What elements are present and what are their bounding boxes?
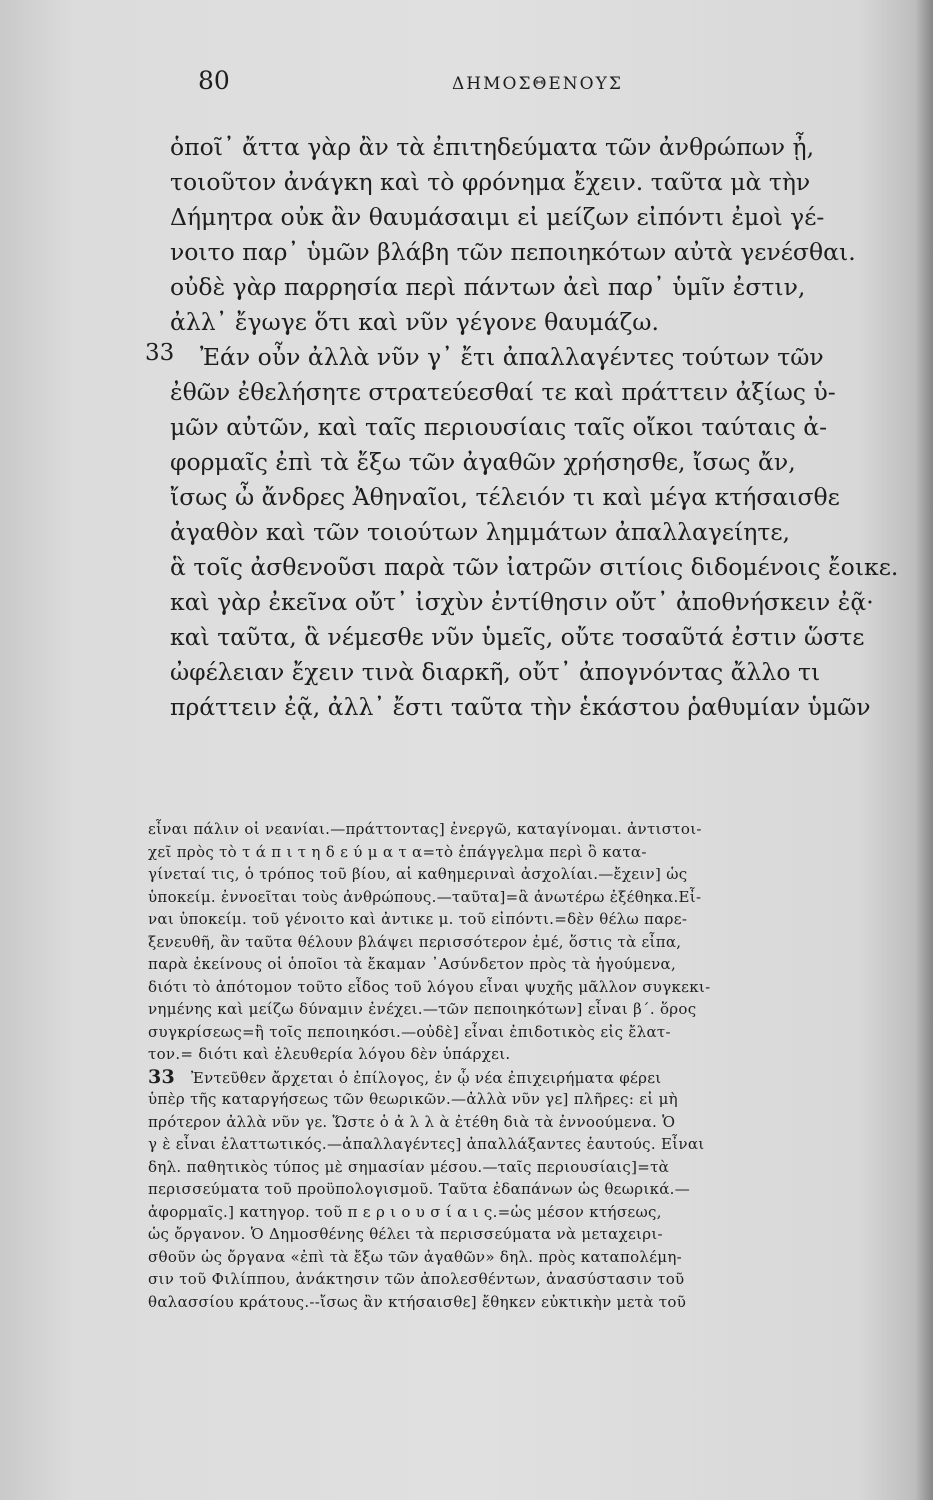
main-line: τοιοῦτον ἀνάγκη καὶ τὸ φρόνημα ἔχειν. ταῦτα μὰ τὴν <box>170 168 811 196</box>
note-line: εἶναι πάλιν οἱ νεανίαι.—πράττοντας] ἐνεργῶ, καταγίνομαι. ἀντιστοι- <box>148 820 702 838</box>
note-line: σθοῦν ὡς ὄργανα «ἐπὶ τὰ ἔξω τῶν ἀγαθῶν» δηλ. πρὸς καταπολέμη- <box>148 1247 683 1266</box>
main-text <box>145 130 915 725</box>
page-number: 80 <box>198 66 230 95</box>
note-line: ὑπὲρ τῆς καταργήσεως τῶν θεωρικῶν.—ἀλλὰ νῦν γε] πλῆρες: εἰ μὴ <box>148 1090 678 1108</box>
main-line: πράττειν ἐᾷ, ἀλλ᾽ ἔστι ταῦτα τὴν ἑκάστου ῥαθυμίαν ὑμῶν <box>170 693 871 721</box>
commentary-notes <box>148 818 893 1313</box>
section-number: 33 <box>145 340 175 366</box>
note-line: τον.= διότι καὶ ἐλευθερία λόγου δὲν ὑπάρχει. <box>148 1045 511 1063</box>
section-33-row <box>145 340 915 375</box>
note-line-text: Ἐντεῦθεν ἄρχεται ὁ ἐπίλογος, ἐν ᾧ νέα ἐπιχειρήματα φέρει <box>191 1068 662 1087</box>
note-line: γίνεταί τις, ὁ τρόπος τοῦ βίου, αἱ καθημεριναὶ ἀσχολίαι.—ἔχειν] ὡς <box>148 865 688 883</box>
note-line: ἀφορμαῖς.] κατηγορ. τοῦ π ε ρ ι ο υ σ ί α ι ς.=ὡς μέσον κτήσεως, <box>148 1202 662 1221</box>
main-line: ἐθῶν ἐθελήσητε στρατεύεσθαί τε καὶ πράττειν ἀξίως ὑ- <box>170 378 836 406</box>
note-line: ξενευθῆ, ἂν ταῦτα θέλουν βλάψει περισσότερον ἐμέ, ὅστις τὰ εἶπα, <box>148 932 682 951</box>
main-line: καὶ γὰρ ἐκεῖνα οὔτ᾽ ἰσχὺν ἐντίθησιν οὔτ᾽ ἀποθνήσκειν ἐᾷ· <box>170 588 874 616</box>
note-line: νημένης καὶ μείζω δύναμιν ἐνέχει.—τῶν πεποιηκότων] εἶναι β΄. ὅρος <box>148 1000 697 1018</box>
page-edge-shadow <box>915 0 933 1500</box>
note-line: χεῖ πρὸς τὸ τ ά π ι τ η δ ε ύ μ α τ α=τὸ ἐπάγγελμα περὶ ὃ κατα- <box>148 842 647 861</box>
note-line: συγκρίσεως=ἢ τοῖς πεποιηκόσι.—οὐδὲ] εἶναι ἐπιδοτικὸς εἰς ἔλατ- <box>148 1022 671 1041</box>
note-line: παρὰ ἐκείνους οἱ ὁποῖοι τὰ ἔκαμαν ᾽Ασύνδετον πρὸς τὰ ἡγούμενα, <box>148 955 677 973</box>
note-line: πρότερον ἀλλὰ νῦν γε. Ὥστε ὁ ἀ λ λ ὰ ἐτέθη διὰ τὰ ἐννοούμενα. Ὁ <box>148 1112 676 1131</box>
main-line: καὶ ταῦτα, ἃ νέμεσθε νῦν ὑμεῖς, οὔτε τοσαῦτά ἐστιν ὥστε <box>170 623 865 651</box>
note-section-number: 33 <box>148 1065 176 1088</box>
main-line: ὠφέλειαν ἔχειν τινὰ διαρκῆ, οὔτ᾽ ἀπογνόντας ἄλλο τι <box>170 658 821 686</box>
main-line: Ἐάν οὖν ἀλλὰ νῦν γ᾽ ἔτι ἀπαλλαγέντες τούτων τῶν <box>200 343 824 371</box>
main-line: οὐδὲ γὰρ παρρησία περὶ πάντων ἀεὶ παρ᾽ ὑμῖν ἐστιν, <box>170 273 806 301</box>
main-line: ἀλλ᾽ ἔγωγε ὅτι καὶ νῦν γέγονε θαυμάζω. <box>170 308 659 336</box>
main-line: μῶν αὐτῶν, καὶ ταῖς περιουσίαις ταῖς οἴκοι ταύταις ἀ- <box>170 413 828 441</box>
main-line: φορμαῖς ἐπὶ τὰ ἔξω τῶν ἀγαθῶν χρήσησθε, ἴσως ἄν, <box>170 448 796 476</box>
note-line: διότι τὸ ἀπότομον τοῦτο εἶδος τοῦ λόγου εἶναι ψυχῆς μᾶλλον συγκεκι- <box>148 977 711 996</box>
note-line: ναι ὑποκείμ. τοῦ γένοιτο καὶ ἀντικε μ. τοῦ εἰπόντι.=δὲν θέλω παρε- <box>148 910 688 928</box>
main-line: Δήμητρα οὐκ ἂν θαυμάσαιμι εἰ μείζων εἰπόντι ἐμοὶ γέ- <box>170 203 825 231</box>
note-line-section-33 <box>148 1066 893 1089</box>
note-line: δηλ. παθητικὸς τύπος μὲ σημασίαν μέσου.—ταῖς περιουσίαις]=τὰ <box>148 1157 670 1176</box>
main-line: ἀγαθὸν καὶ τῶν τοιούτων λημμάτων ἀπαλλαγείητε, <box>170 518 791 546</box>
running-head: ΔΗΜΟΣΘΕΝΟΥΣ <box>452 74 623 94</box>
note-line: ὡς ὄργανον. Ὁ Δημοσθένης θέλει τὰ περισσεύματα νὰ μεταχειρι- <box>148 1225 663 1243</box>
main-line: ὁποῖ᾽ ἄττα γὰρ ἂν τὰ ἐπιτηδεύματα τῶν ἀνθρώπων ᾖ, <box>170 133 815 161</box>
note-line: περισσεύματα τοῦ προϋπολογισμοῦ. Ταῦτα ἐδαπάνων ὡς θεωρικά.— <box>148 1180 691 1198</box>
note-line: ὑποκείμ. ἐννοεῖται τοὺς ἀνθρώπους.—ταῦτα]=ἃ ἀνωτέρω ἐξέθηκα.Εἶ- <box>148 887 702 906</box>
note-line: θαλασσίου κράτους.--ἴσως ἂν κτήσαισθε] ἔθηκεν εὐκτικὴν μετὰ τοῦ <box>148 1292 687 1311</box>
main-line: ἴσως ὦ ἄνδρες Ἀθηναῖοι, τέλειόν τι καὶ μέγα κτήσαισθε <box>170 483 840 511</box>
note-line: σιν τοῦ Φιλίππου, ἀνάκτησιν τῶν ἀπολεσθέντων, ἀνασύστασιν τοῦ <box>148 1270 685 1288</box>
main-line: νοιτο παρ᾽ ὑμῶν βλάβη τῶν πεποιηκότων αὐτὰ γενέσθαι. <box>170 238 856 266</box>
main-line: ἃ τοῖς ἀσθενοῦσι παρὰ τῶν ἰατρῶν σιτίοις διδομένοις ἔοικε. <box>170 553 899 581</box>
note-line: γ ὲ εἶναι ἐλαττωτικός.—ἀπαλλαγέντες] ἀπαλλάξαντες ἑαυτούς. Εἶναι <box>148 1135 705 1153</box>
